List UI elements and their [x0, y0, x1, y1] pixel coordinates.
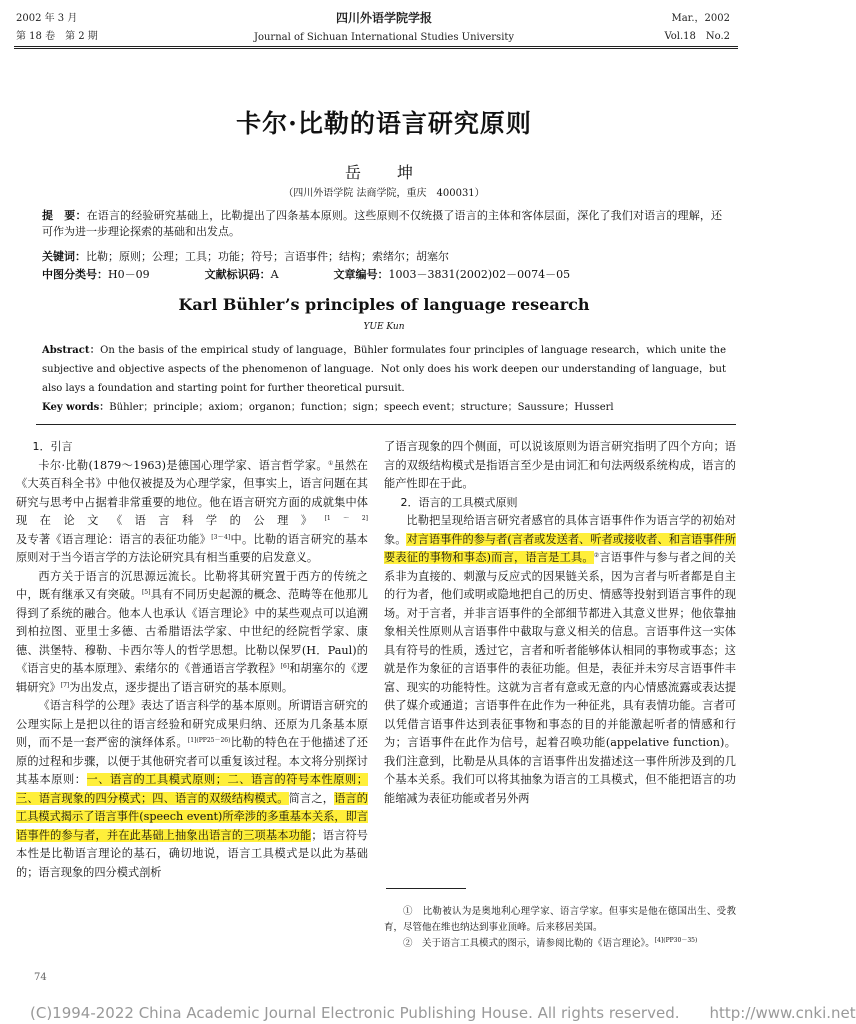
footnote-rule	[386, 888, 466, 889]
footnote-mark: ②	[593, 552, 600, 559]
footnote-mark: ①	[327, 459, 334, 467]
english-abstract	[42, 341, 726, 398]
footnote-1: ① 比勒被认为是奥地利心理学家、语言学家。但事实是他在德国出生、受教育，尽管他在维也纳达到事业顶峰。后来移居美国。	[384, 906, 736, 933]
header-rule-2	[14, 48, 738, 49]
journal-title-cn: 四川外语学院学报	[335, 11, 432, 25]
header-date-en: Mar.，2002	[671, 13, 730, 24]
keywords-cn-label: 关键词：	[42, 250, 86, 263]
para-text: 卡尔·比勒(1879～1963)是德国心理学家、语言哲学家。	[38, 458, 328, 472]
abstract-cn	[42, 208, 722, 240]
clc-value: H0－09	[108, 268, 150, 281]
clc-label: 中图分类号：	[42, 268, 108, 281]
citation: [6]	[280, 663, 290, 670]
header-volume-en: Vol.18 No.2	[664, 31, 730, 42]
english-author: YUE Kun	[363, 322, 405, 332]
citation: [7]	[60, 681, 70, 689]
citation: [1](PP25－26)	[187, 737, 231, 744]
para-text: 简言之，	[288, 791, 335, 805]
highlight-organon: 语言的工具模式揭示了语言事件(speech event)所牵涉的多重基本关系，即言语事件的参与者，并在此基础上抽象出语言的三项基本功能	[16, 791, 368, 842]
header-rule	[14, 46, 738, 47]
doc-code-value: A	[270, 268, 279, 281]
paragraph-axioms	[16, 697, 368, 882]
paragraph-continued: 了语言现象的四个侧面，可以说该原则为语言研究指明了四个方向；语言的双级结构模式是指语言至少是由词汇和句法两级系统构成，语言的能产性即在于此。	[384, 440, 736, 490]
english-abstract-label: Abstract：	[42, 345, 101, 356]
abstract-rule	[36, 424, 736, 425]
footnotes	[384, 904, 736, 952]
para-text: 虽然在《大英百科全书》中他仅被提及为心理学家，但事实上，语言问题在其研究与思考中占据着非常重要的地位。他在语言研究方面的成就集中体现在论文《语言科学的公理》	[16, 458, 368, 527]
citation: [4](PP30－35)	[654, 937, 698, 944]
para-text: ；语言符号本性是比勒语言理论的基石，确切地说，语言工具模式是以此为基础的；语言现象的四分模式剖析	[16, 828, 368, 879]
para-text: 及专著《语言理论：语言的表征功能》	[16, 532, 212, 546]
para-text: ② 关于语言工具模式的图示，请参阅比勒的《语言理论》。	[403, 938, 655, 949]
para-text: 《语言科学的公理》表达了语言科学的基本原则。所谓语言研究的公理实际上是把以往的语言经验和研究成果归纳、还原为几条基本原则，而不是一套严密的演绎体系。	[16, 699, 368, 749]
header-date: 2002 年 3 月	[16, 13, 78, 24]
article-no-label: 文章编号：	[333, 268, 389, 281]
english-keywords-text: Bühler；principle；axiom；organon；function；sign；speech event；structure；Saussure；Husserl	[109, 402, 614, 413]
para-text: 西方关于语言的沉思源远流长。比勒将其研究置于西方的传统之中，既有继承又有突破。	[16, 569, 368, 601]
citation: [3～4]	[211, 533, 231, 541]
para-text: 和胡塞尔的《逻辑研究》	[16, 662, 368, 694]
paragraph-tradition	[16, 568, 368, 698]
section-1-heading: 1．引言	[32, 440, 73, 453]
journal-title-en: Journal of Sichuan International Studies University	[253, 32, 515, 43]
english-abstract-text: On the basis of the empirical study of language，Bühler formulates four principles of language research，which unite the subjective and objective aspects of the phenomenon of language．Not only does his work deepen our understanding of language，but also lays a foundation and starting point for further theoretical pursuit．	[42, 345, 726, 394]
citation: [5]	[141, 589, 151, 596]
para-text: 为出发点，逐步提出了语言研究的基本原则。	[69, 680, 294, 694]
page-number: 74	[34, 972, 47, 983]
para-text: 比勒把呈现给语言研究者感官的具体言语事件作为语言学的初始对象。	[384, 514, 736, 546]
article-title: 卡尔·比勒的语言研究原则	[236, 109, 532, 138]
author-affiliation: （四川外语学院 法商学院，重庆 400031）	[283, 188, 485, 199]
keywords-cn-text: 比勒；原则；公理；工具；功能；符号；言语事件；结构；索绪尔；胡塞尔	[86, 250, 449, 263]
highlight-principles: 一、语言的工具模式原则；二、语言的符号本性原则；三、语言现象的四分模式；四、语言的双级结构模式。	[16, 773, 368, 805]
paragraph-intro	[16, 457, 368, 568]
classification-line	[42, 267, 722, 283]
article-author: 岳 坤	[344, 163, 423, 182]
paragraph-organon	[384, 512, 736, 808]
abstract-cn-text: 在语言的经验研究基础上，比勒提出了四条基本原则。这些原则不仅统摄了语言的主体和客体层面，深化了我们对语言的理解，还可作为进一步理论探索的基础和出发点。	[42, 209, 723, 238]
doc-code-label: 文献标识码：	[204, 268, 271, 281]
keywords-cn	[42, 249, 722, 265]
left-column	[16, 438, 368, 882]
header-volume: 第 18 卷 第 2 期	[16, 31, 98, 42]
para-text: 具有不同历史起源的概念、范畴等在他那儿得到了系统的融合。他本人也承认《语言理论》中的某些观点可以追溯到柏拉图、亚里士多德、古希腊语法学家、中世纪的经院哲学家、康德、洪堡特、穆勒、卡西尔等人的哲学思想。比勒以保罗(H．Paul)的《语言史的基本原理》、索绪尔的《普通语言学教程》	[16, 588, 368, 675]
english-keywords-label: Key words：	[42, 402, 110, 413]
para-text: 言语事件与参与者之间的关系非为直接的、刺激与反应式的因果链关系，因为言者与听者都是自主的行为者，他们或明或隐地把自己的历史、情感等投射到语言事件的现场。对于言者，并非言语事件的全部细节都进入其意义世界；他依靠抽象相关性原则从言语事件中截取与意义相关的信息。言语事件这一实体具有符号的性质，透过它，言者和听者能够体认相同的事物或事态；这就是作为象征的言语事件的表征功能。但是，表征并未穷尽言语事件丰富、现实的功能特性。这就为言者有意或无意的内心情感流露或表达提供了媒介或通道；言语事件在此作为一种征兆，具有表情功能。言者可以凭借言语事件达到表征事物和事态的目的并能激起听者的情感和行为；言语事件在此作为信号，起着召唤功能(appelative function)。我们注意到，比勒是从具体的言语事件出发描述这一事件所涉及到的几个基本关系。我们可以将其抽象为语言的工具模式，但不能把语言的功能缩减为表征功能或者另外两	[384, 551, 736, 805]
para-text: 比勒的特色在于他描述了还原的过程和步骤，以便于其他研究者可以重复该过程。本文将分别探讨其基本原则：	[16, 736, 368, 786]
citation: [1～2]	[324, 515, 368, 522]
para-text: 中。比勒的语言研究的基本原则对于当今语言学的方法论研究具有相当重要的启发意义。	[16, 532, 368, 564]
highlight-tool: 对言语事件的参与者(言者或发送者、听者或接收者、和言语事件所要表征的事物和事态)而言，语言是工具。	[384, 532, 736, 564]
english-title: Karl Bühler’s principles of language research	[178, 295, 590, 314]
footnote-2	[384, 936, 736, 952]
copyright-watermark: (C)1994-2022 China Academic Journal Electronic Publishing House. All rights reserved. http://www.cnki.net	[30, 1004, 856, 1022]
right-column	[384, 438, 736, 808]
section-2-heading: 2．语言的工具模式原则	[400, 495, 518, 509]
article-no-value: 1003－3831(2002)02－0074－05	[388, 268, 571, 281]
abstract-cn-label: 提 要：	[42, 209, 87, 222]
english-keywords	[42, 401, 726, 415]
